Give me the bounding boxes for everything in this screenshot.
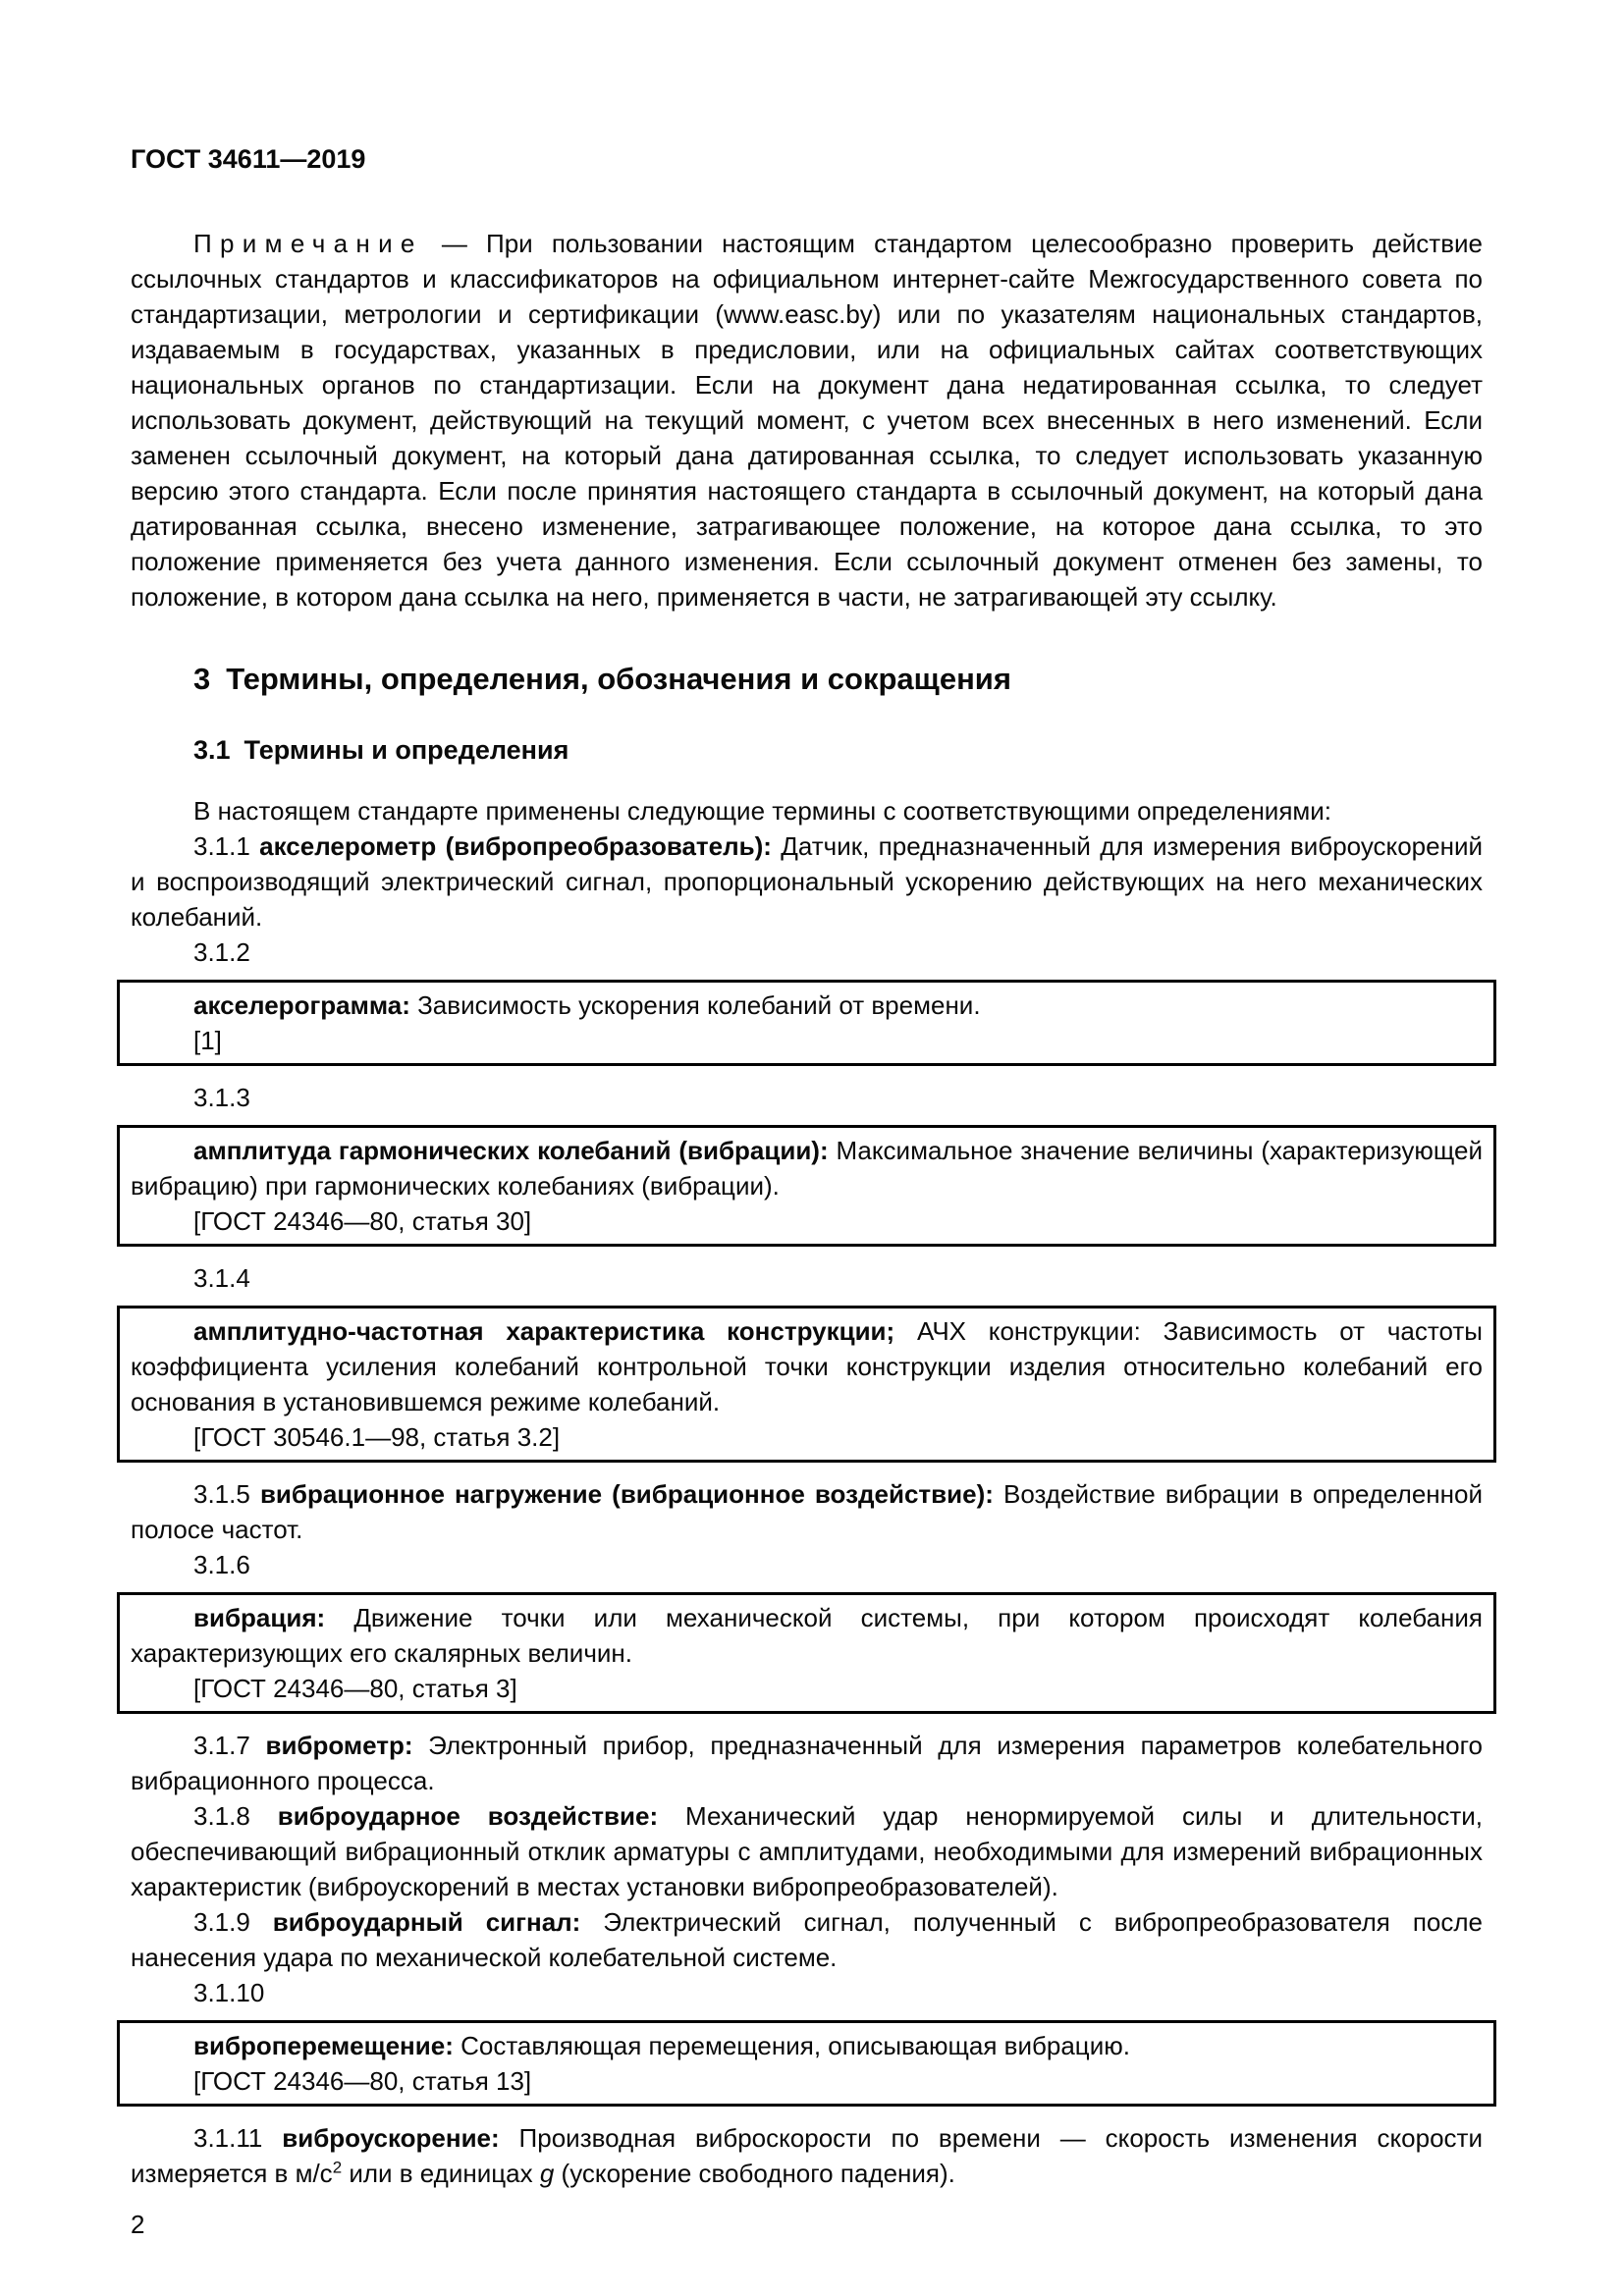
term-text-run: (ускорение свободного падения). <box>554 2159 955 2188</box>
definition-box <box>117 1125 1496 1247</box>
term-paragraph <box>131 828 1483 934</box>
term-text-run: или в единицах <box>342 2159 540 2188</box>
term-number: 3.1.7 <box>193 1731 266 1760</box>
definition-source: [ГОСТ 24346—80, статья 13] <box>193 2066 532 2096</box>
term-number: 3.1.5 <box>193 1479 260 1509</box>
definition-box <box>117 1592 1496 1714</box>
definition-source: [ГОСТ 30546.1—98, статья 3.2] <box>193 1422 561 1452</box>
term-number-line <box>131 1260 1483 1296</box>
term-text-run: Механический удар ненормируемой силы и длительности, обеспечивающий вибрационный отклик арматуры с амплитудами, необходимыми для измерений вибрационных характеристик (виброускорений в местах установки вибропреобразователей). <box>131 1801 1483 1901</box>
term-number: 3.1.3 <box>193 1083 250 1112</box>
terms-list <box>131 828 1483 2191</box>
subsection-title: Термины и определения <box>244 735 569 765</box>
term-text-run: Электронный прибор, предназначенный для измерения параметров колебательного вибрационного процесса. <box>131 1731 1483 1795</box>
document-title: ГОСТ 34611—2019 <box>131 144 366 174</box>
term-number-line <box>131 1080 1483 1115</box>
section-number: 3 <box>193 662 211 696</box>
term-number: 3.1.8 <box>193 1801 278 1831</box>
term-text-run: Датчик, предназначенный для измерения виброускорений и воспроизводящий электрический сигнал, пропорциональный ускорению действующих на него механических колебаний. <box>131 831 1483 932</box>
term-number-line <box>131 1547 1483 1582</box>
term-number: 3.1.1 <box>193 831 260 861</box>
term-number-line <box>131 1975 1483 2010</box>
term-text-run: виброударное воздействие: <box>277 1801 659 1831</box>
term-text-run: амплитуда гармонических колебаний (вибрации): <box>193 1136 829 1165</box>
term-text-run: Зависимость ускорения колебаний от времени. <box>409 990 981 1020</box>
term-text-run: виброметр: <box>265 1731 413 1760</box>
term-number: 3.1.6 <box>193 1550 250 1579</box>
term-number: 3.1.10 <box>193 1978 265 2007</box>
term-text-run: амплитудно-частотная характеристика конструкции; <box>193 1316 895 1346</box>
term-paragraph <box>131 1798 1483 1904</box>
subsection-number: 3.1 <box>193 735 231 765</box>
subsection-heading <box>131 732 1483 768</box>
term-paragraph <box>131 1476 1483 1547</box>
term-text-run: вибрационное нагружение (вибрационное воздействие): <box>259 1479 994 1509</box>
term-text-run: Составляющая перемещения, описывающая вибрацию. <box>453 2031 1130 2060</box>
section-heading <box>131 660 1483 699</box>
section-title: Термины, определения, обозначения и сокращения <box>226 662 1011 696</box>
term-text-run: акселерометр (вибропреобразователь): <box>259 831 772 861</box>
note-label: Примечание <box>193 229 423 258</box>
page-number: 2 <box>131 2210 145 2239</box>
definition-text <box>131 1133 1483 1203</box>
definition-text <box>131 1600 1483 1671</box>
term-number: 3.1.4 <box>193 1263 250 1293</box>
term-paragraph <box>131 2120 1483 2191</box>
note-paragraph <box>131 226 1483 614</box>
note-text: При пользовании настоящим стандартом целесообразно проверить действие ссылочных стандартов и классификаторов на официальном интернет-сайте Межгосударственного совета по стандартизации, метрологии и сертификации (www.easc.by) или по указателям национальных стандартов, издаваемым в государствах, указанных в предисловии, или на официальных сайтах соответствующих национальных органов по стандартизации. Если на документ дана недатированная ссылка, то следует использовать документ, действующий на текущий момент, с учетом всех внесенных в него изменений. Если заменен ссылочный документ, на который дана датированная ссылка, то следует использовать указанную версию этого стандарта. Если после принятия настоящего стандарта в ссылочный документ, на который дана датированная ссылка, внесено изменение, затрагивающее положение, на которое дана ссылка, то это положение применяется без учета данного изменения. Если ссылочный документ отменен без замены, то положение, в котором дана ссылка на него, применяется в части, не затрагивающей эту ссылку. <box>131 229 1483 612</box>
term-number: 3.1.11 <box>193 2123 283 2153</box>
term-text-run: виброударный сигнал: <box>272 1907 581 1937</box>
definition-box <box>117 1306 1496 1463</box>
note-separator: — <box>422 229 487 258</box>
definition-source: [1] <box>193 1026 222 1055</box>
definition-text <box>131 1313 1483 1419</box>
term-paragraph <box>131 1728 1483 1798</box>
definition-source: [ГОСТ 24346—80, статья 3] <box>193 1674 517 1703</box>
intro-paragraph: В настоящем стандарте применены следующие термины с соответствующими определениями: <box>193 796 1332 826</box>
definition-box <box>117 2020 1496 2107</box>
term-text-run: виброускорение: <box>282 2123 500 2153</box>
definition-box <box>117 980 1496 1066</box>
term-text-run: Воздействие вибрации в определенной полосе частот. <box>131 1479 1483 1544</box>
term-text-run: Максимальное значение величины (характеризующей вибрацию) при гармонических колебаниях (вибрации). <box>131 1136 1484 1201</box>
definition-text <box>131 988 1483 1023</box>
term-number: 3.1.9 <box>193 1907 273 1937</box>
term-text-run: Движение точки или механической системы, при котором происходят колебания характеризующих его скалярных величин. <box>131 1603 1483 1668</box>
term-text-run: АЧХ конструкции: Зависимость от частоты коэффициента усиления колебаний контрольной точки конструкции изделия относительно колебаний его основания в установившемся режиме колебаний. <box>131 1316 1483 1416</box>
definition-source: [ГОСТ 24346—80, статья 30] <box>193 1206 532 1236</box>
term-text-run: вибрация: <box>193 1603 326 1632</box>
definition-text <box>131 2028 1483 2063</box>
term-text-run: Производная виброскорости по времени — скорость изменения скорости измеряется в м/с <box>131 2123 1483 2188</box>
term-text-run: акселерограмма: <box>193 990 410 1020</box>
term-text-run: виброперемещение: <box>193 2031 454 2060</box>
term-number-line <box>131 934 1483 970</box>
term-text-run: Электрический сигнал, полученный с вибропреобразователя после нанесения удара по механической колебательной системе. <box>131 1907 1483 1972</box>
term-text-run: g <box>539 2159 555 2188</box>
term-number: 3.1.2 <box>193 937 250 967</box>
term-paragraph <box>131 1904 1483 1975</box>
term-text-run: 2 <box>332 2158 343 2177</box>
